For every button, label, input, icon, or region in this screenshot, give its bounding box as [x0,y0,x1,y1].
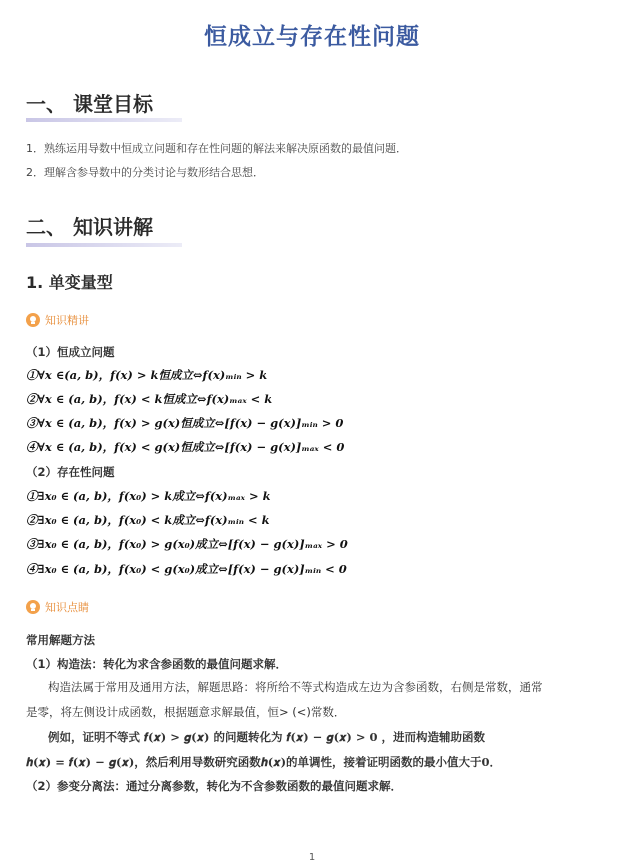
knowledge-tag-1-label: 知识精讲 [45,314,89,327]
bulb-icon [26,600,40,614]
knowledge-tag-2-label: 知识点睛 [45,601,89,614]
knowledge-tag-1 [26,311,89,329]
page-title: 恒成立与存在性问题 [204,24,420,50]
method1-para2-line1: 例如，证明不等式 𝒇(𝒙) > 𝒈(𝒙) 的问题转化为 𝒇(𝒙) − 𝒈(𝒙) > 𝟎 ，进而构造辅助函数 [48,730,486,744]
goal-item-1: 1．熟练运用导数中恒成立问题和存在性问题的解法来解决原函数的最值问题． [26,142,407,155]
section2-underline [26,243,182,247]
section1-heading: 一、 课堂目标 [26,92,153,116]
section2-heading: 二、 知识讲解 [26,215,153,239]
formula-line: ④∃𝒙₀ ∈ (𝒂, 𝒃)，𝒇(𝒙₀) < 𝒈(𝒙₀)成立⇔[𝒇(𝒙) − 𝒈(𝒙)]ₘᵢₙ < 0 [26,562,347,576]
formula-line: ③∃𝒙₀ ∈ (𝒂, 𝒃)，𝒇(𝒙₀) > 𝒈(𝒙₀)成立⇔[𝒇(𝒙) − 𝒈(𝒙)]ₘₐₓ > 0 [26,537,348,551]
section1-underline [26,118,182,122]
method1-title: （1）构造法：转化为求含参函数的最值问题求解． [26,657,287,671]
method2-title: （2）参变分离法：通过分离参数，转化为不含参数函数的最值问题求解． [26,779,402,793]
formula-line: ③∀𝒙 ∈ (𝒂, 𝒃)，𝒇(𝒙) > 𝒈(𝒙)恒成立⇔[𝒇(𝒙) − 𝒈(𝒙)]ₘᵢₙ > 0 [26,416,344,430]
method1-para1-line1: 构造法属于常用及通用方法，解题思路：将所给不等式构造成左边为含参函数，右侧是常数，通常 [48,680,543,694]
method1-para2-line2: 𝒉(𝒙) = 𝒇(𝒙) − 𝒈(𝒙)，然后利用导数研究函数𝒉(𝒙)的单调性，接着证明函数的最小值大于𝟎． [26,755,502,769]
formula-line: ②∀𝒙 ∈ (𝒂, 𝒃)，𝒇(𝒙) < 𝒌恒成立⇔𝒇(𝒙)ₘₐₓ < 𝒌 [26,392,273,406]
knowledge-tag-2 [26,598,89,616]
methods-title: 常用解题方法 [26,633,95,647]
page-number: 1 [308,852,316,863]
group1-title: （1）恒成立问题 [26,345,115,359]
formula-line: ①∃𝒙₀ ∈ (𝒂, 𝒃)，𝒇(𝒙₀) > 𝒌成立⇔𝒇(𝒙)ₘₐₓ > 𝒌 [26,489,271,503]
subsection-heading: 1. 单变量型 [26,273,113,292]
bulb-icon [26,313,40,327]
method1-para1-line2: 是零，将左侧设计成函数，根据题意求解最值，恒> (<)常数． [26,705,346,719]
goal-item-2: 2．理解含参导数中的分类讨论与数形结合思想． [26,166,264,179]
group2-title: （2）存在性问题 [26,465,115,479]
formula-line: ④∀𝒙 ∈ (𝒂, 𝒃)，𝒇(𝒙) < 𝒈(𝒙)恒成立⇔[𝒇(𝒙) − 𝒈(𝒙)]ₘₐₓ < 0 [26,440,345,454]
formula-line: ①∀𝒙 ∈(𝒂, 𝒃)，𝒇(𝒙) > 𝒌恒成立⇔𝒇(𝒙)ₘᵢₙ > 𝒌 [26,368,268,382]
formula-line: ②∃𝒙₀ ∈ (𝒂, 𝒃)，𝒇(𝒙₀) < 𝒌成立⇔𝒇(𝒙)ₘᵢₙ < 𝒌 [26,513,270,527]
